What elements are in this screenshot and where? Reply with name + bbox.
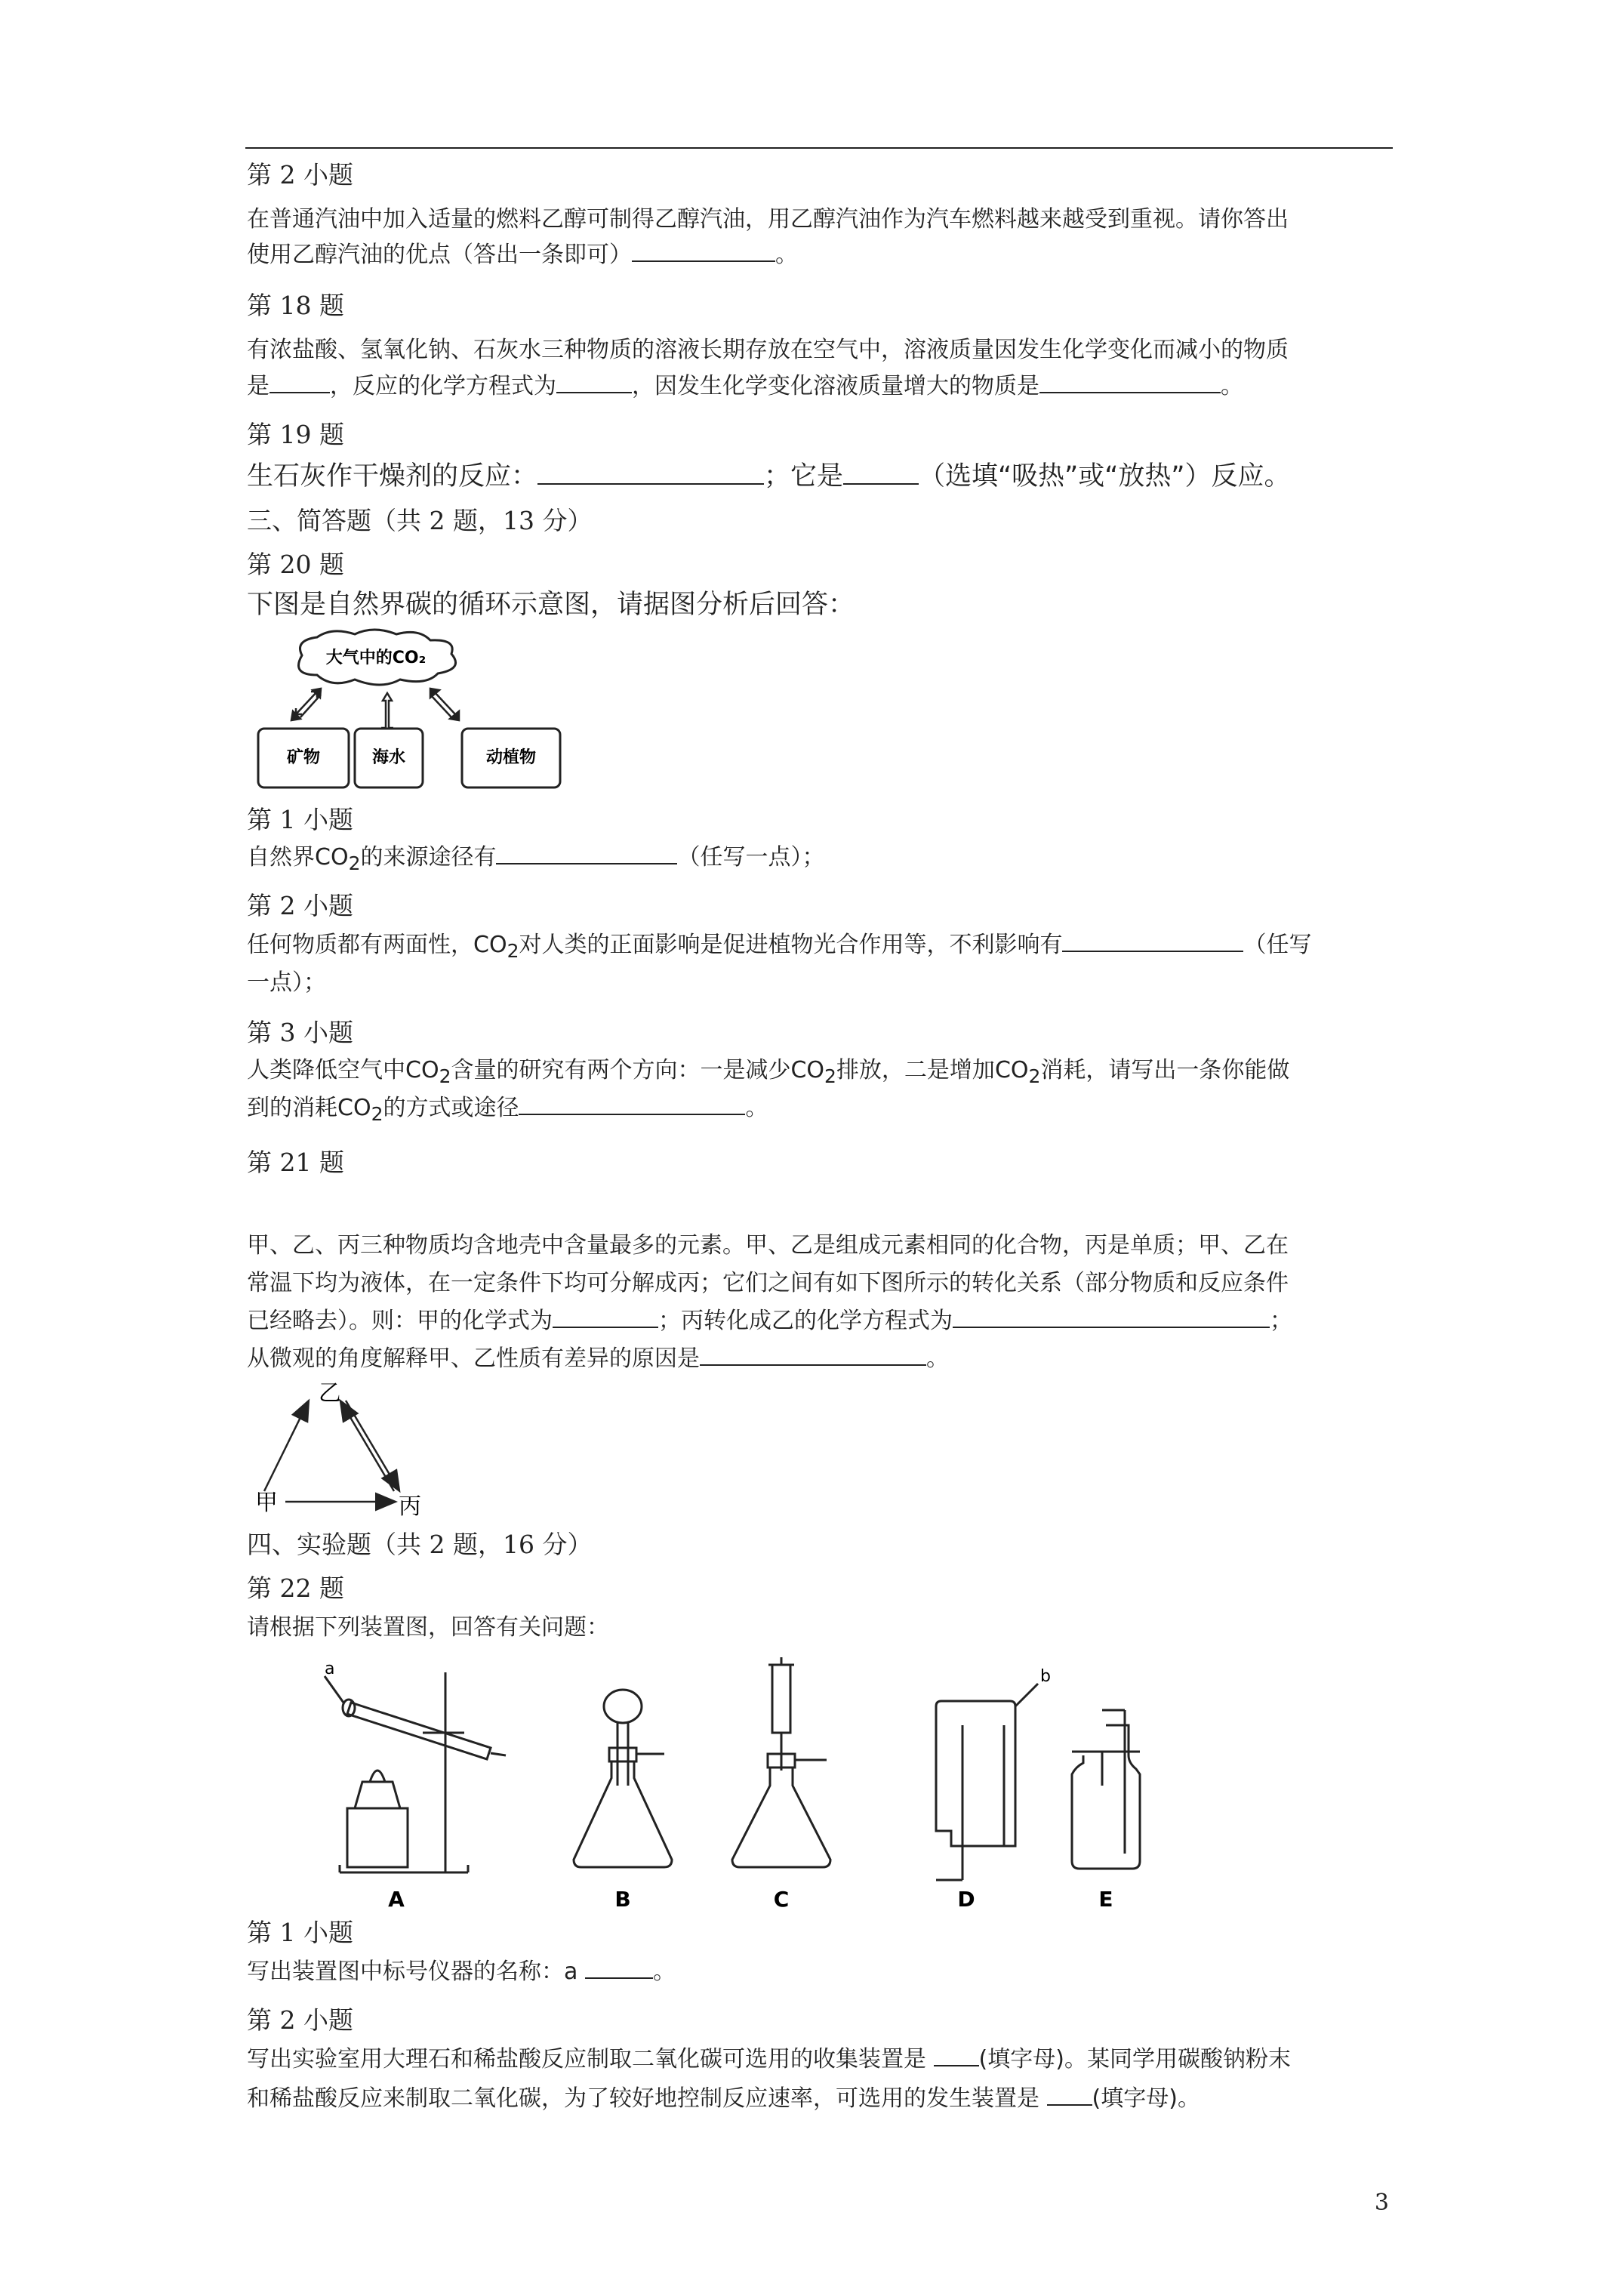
q22-sub1-label: 第 1 小题 — [247, 1918, 353, 1947]
answer-blank[interactable] — [556, 374, 632, 393]
q22-sub2-label: 第 2 小题 — [247, 2005, 353, 2035]
q18-line2: 是 ，反应的化学方程式为 ，因发生化学变化溶液质量增大的物质是 。 — [247, 373, 1243, 399]
q20-sub3-label: 第 3 小题 — [247, 1018, 353, 1047]
mark-a: a — [325, 1660, 335, 1678]
q20-sub3-line1: 人类降低空气中$CO_2$含量的研究有两个方向：一是减少$CO_2$排放，二是增加$CO_2$消耗，请写出一条你能做 — [247, 1057, 1290, 1087]
q20-intro: 下图是自然界碳的循环示意图，请据图分析后回答： — [247, 590, 855, 620]
cloud-label: 大气中的CO₂ — [325, 649, 427, 667]
q22-sub1-line: 写出装置图中标号仪器的名称：a 。 — [247, 1959, 676, 1985]
apparatus-a — [325, 1672, 506, 1872]
header-rule — [245, 147, 1393, 149]
answer-blank[interactable] — [585, 1959, 653, 1979]
q21-line4: 从微观的角度解释甲、乙性质有差异的原因是 。 — [247, 1345, 949, 1372]
label-a: A — [388, 1887, 405, 1912]
q21-line2: 常温下均为液体，在一定条件下均可分解成丙；它们之间有如下图所示的转化关系（部分物质和反应条件 — [247, 1270, 1289, 1296]
q18-line1: 有浓盐酸、氢氧化钠、石灰水三种物质的溶液长期存放在空气中，溶液质量因发生化学变化而减小的物质 — [247, 337, 1289, 363]
answer-blank[interactable] — [1039, 374, 1221, 393]
answer-blank[interactable] — [496, 845, 677, 864]
q22-sub2-line1: 写出实验室用大理石和稀盐酸反应制取二氧化碳可选用的收集装置是 (填字母)。某同学用碳酸钠粉末 — [247, 2046, 1291, 2073]
label-d: D — [957, 1887, 975, 1912]
answer-blank[interactable] — [1047, 2086, 1092, 2106]
answer-blank[interactable] — [953, 1308, 1270, 1328]
q2-label: 第 2 小题 — [247, 160, 353, 190]
apparatus-c — [732, 1657, 830, 1867]
q20-sub2-line2: 一点）； — [247, 969, 326, 996]
q21-line3: 已经略去）。则：甲的化学式为 ；丙转化成乙的化学方程式为 ； — [247, 1308, 1292, 1334]
q20-sub2-label: 第 2 小题 — [247, 891, 353, 920]
arrow-bing-yi — [341, 1402, 394, 1491]
section-heading: 四、实验题（共 2 题，16 分） — [247, 1530, 593, 1559]
q20-sub1-label: 第 1 小题 — [247, 805, 353, 834]
q21-line1: 甲、乙、丙三种物质均含地壳中含量最多的元素。甲、乙是组成元素相同的化合物，丙是单质；甲、乙在 — [247, 1232, 1289, 1259]
answer-blank[interactable] — [553, 1308, 658, 1328]
answer-blank[interactable] — [632, 242, 775, 262]
label-b: B — [614, 1887, 631, 1912]
q21-label: 第 21 题 — [247, 1148, 344, 1177]
section-heading: 三、简答题（共 2 题，13 分） — [247, 506, 593, 535]
node-jia: 甲 — [255, 1490, 278, 1516]
q19-label: 第 19 题 — [247, 420, 344, 449]
node-bing: 丙 — [399, 1493, 421, 1520]
apparatus-b — [574, 1690, 672, 1867]
conversion-diagram — [249, 1378, 445, 1525]
node-yi: 乙 — [319, 1380, 341, 1407]
box-minerals-label: 矿物 — [286, 748, 321, 767]
answer-blank[interactable] — [269, 374, 330, 393]
q18-label: 第 18 题 — [247, 291, 344, 320]
q22-intro: 请根据下列装置图，回答有关问题： — [247, 1614, 609, 1641]
answer-blank[interactable] — [934, 2047, 979, 2066]
q2-line2: 使用乙醇汽油的优点（答出一条即可） 。 — [247, 242, 798, 268]
answer-blank[interactable] — [537, 465, 764, 485]
q20-label: 第 20 题 — [247, 550, 344, 579]
answer-blank[interactable] — [1062, 932, 1243, 952]
q20-sub1-line: 自然界$CO_2$的来源途径有 （任写一点）； — [247, 844, 825, 874]
answer-blank[interactable] — [843, 465, 919, 485]
apparatus-e — [1072, 1710, 1140, 1869]
label-c: C — [773, 1887, 790, 1912]
q22-label: 第 22 题 — [247, 1573, 344, 1603]
carbon-cycle-diagram — [249, 625, 574, 799]
answer-blank[interactable] — [700, 1346, 926, 1366]
apparatus-d — [936, 1684, 1038, 1880]
q19-line: 生石灰作干燥剂的反应： ；它是 （选填“吸热”或“放热”）反应。 — [247, 461, 1291, 492]
q2-line1: 在普通汽油中加入适量的燃料乙醇可制得乙醇汽油，用乙醇汽油作为汽车燃料越来越受到重视。请你答出 — [247, 206, 1289, 233]
answer-blank[interactable] — [519, 1096, 745, 1115]
box-seawater-label: 海水 — [371, 748, 406, 767]
q20-sub2-line1: 任何物质都有两面性，$CO_2$对人类的正面影响是促进植物光合作用等，不利影响有 （任写 — [247, 932, 1312, 962]
label-e: E — [1098, 1887, 1113, 1912]
q20-sub3-line2: 到的消耗$CO_2$的方式或途径 。 — [247, 1095, 768, 1125]
arrow-yi-bing — [346, 1401, 399, 1490]
arrow-jia-yi — [264, 1402, 308, 1491]
q22-sub2-line2: 和稀盐酸反应来制取二氧化碳，为了较好地控制反应速率，可选用的发生装置是 (填字母)。 — [247, 2085, 1200, 2112]
box-organisms-label: 动植物 — [485, 748, 537, 767]
mark-b: b — [1040, 1667, 1051, 1686]
page-number: 3 — [1374, 2190, 1389, 2216]
apparatus-figure — [317, 1657, 1208, 1914]
